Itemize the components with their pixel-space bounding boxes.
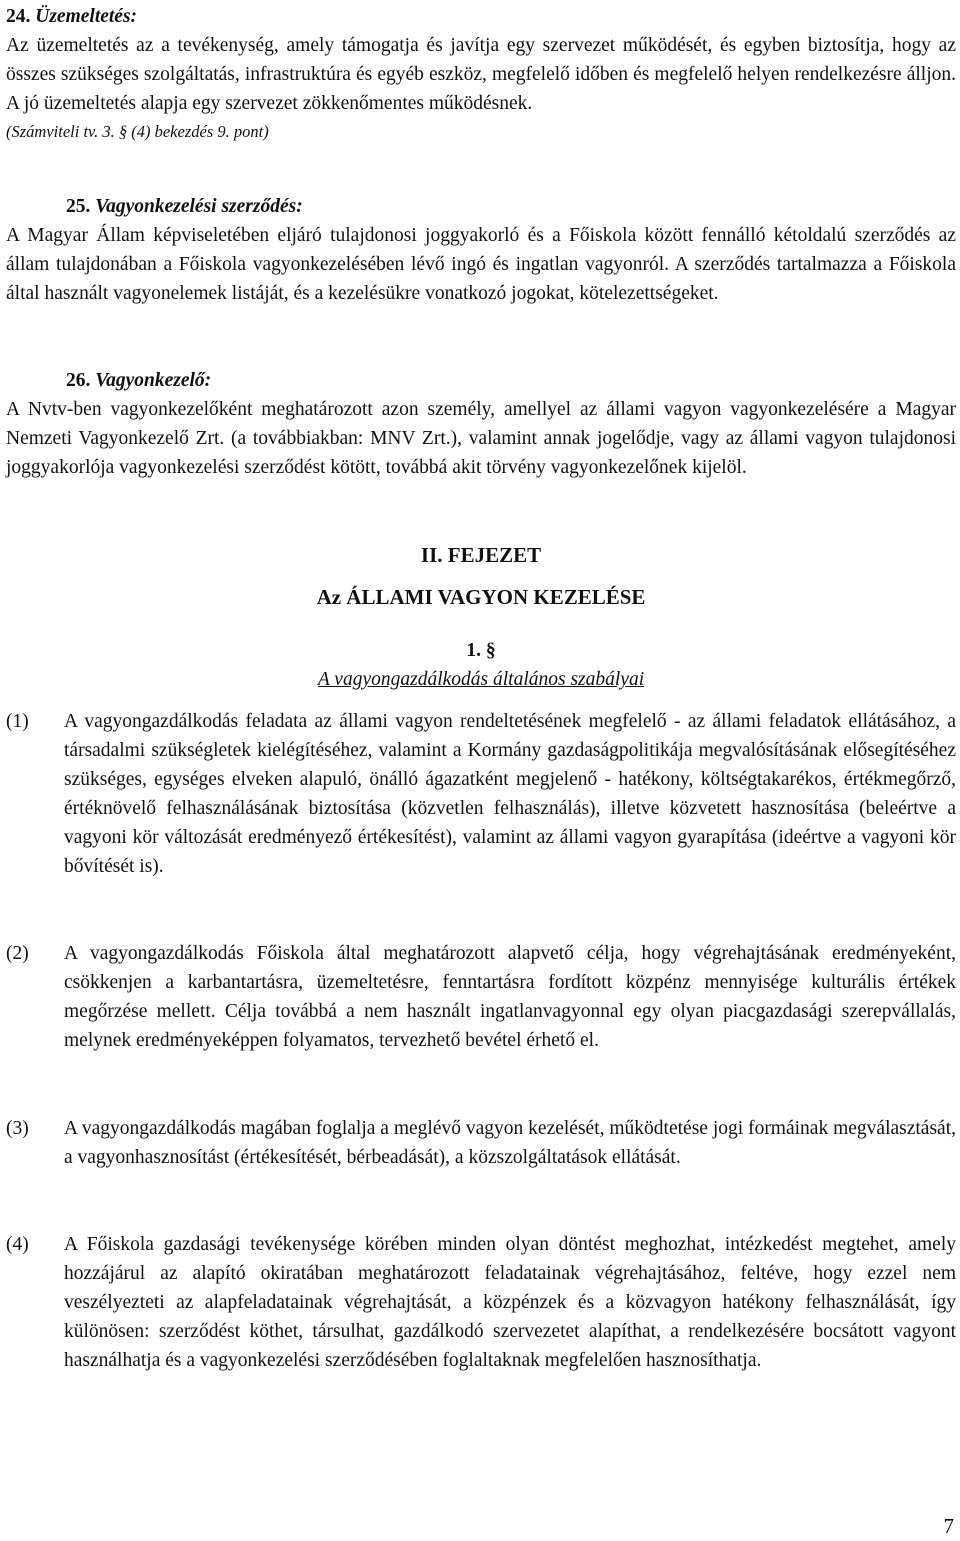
paragraph-text: A vagyongazdálkodás feladata az állami vagyon rendeltetésének megfelelő - az állami feladatok ellátásához, a társadalmi szükségletek kielégítéséhez, valamint a Kormány gazdaságpolitikája megvalósításának elősegítéséhez szükséges, egységes elveken alapuló, önálló ágazatként megjelenő - hatékony, költségtakarékos, értékmegőrző, értéknövelő felhasználásának biztosítása (közvetlen felhasználás), illetve közvetett hasznosítása (beleértve a vagyoni kör változását eredményező értékesítést), valamint az állami vagyon gyarapítása (ideértve a vagyoni kör bővítését is). xyxy=(64,711,956,877)
paragraph xyxy=(6,707,956,881)
definition-source: (Számviteli tv. 3. § (4) bekezdés 9. pont) xyxy=(6,122,269,141)
section-heading xyxy=(6,636,956,694)
paragraph-number: (1) xyxy=(6,711,29,732)
section-number: 1. § xyxy=(466,640,496,661)
page-number: 7 xyxy=(943,1514,954,1538)
definition-body: A Magyar Állam képviseletében eljáró tulajdonosi joggyakorló és a Főiskola között fennálló kétoldalú szerződés az állam tulajdonában a Főiskola vagyonkezelésében lévő ingó és ingatlan vagyonról. A szerződés tartalmazza a Főiskola által használt vagyonelemek listáját, és a kezelésükre vonatkozó jogokat, kötelezettségeket. xyxy=(6,225,956,304)
definition-number: 24. xyxy=(6,6,31,27)
definition-title: Üzemeltetés: xyxy=(35,6,138,27)
chapter-heading xyxy=(6,540,956,612)
definition-heading xyxy=(6,366,956,395)
definition-24 xyxy=(6,2,956,145)
definition-title: Vagyonkezelési szerződés: xyxy=(95,196,303,217)
definition-body: Az üzemeltetés az a tevékenység, amely támogatja és javítja egy szervezet működését, és egyben biztosítja, hogy az összes szükséges szolgáltatás, infrastruktúra és egyéb eszköz, megfelelő időben és megfelelő helyen rendelkezésre álljon. A jó üzemeltetés alapja egy szervezet zökkenőmentes működésnek. xyxy=(6,35,956,114)
paragraph-text: A vagyongazdálkodás magában foglalja a meglévő vagyon kezelését, működtetése jogi formáinak megválasztását, a vagyonhasznosítást (értékesítését, bérbeadását), a közszolgáltatások ellátását. xyxy=(64,1118,956,1168)
definition-26 xyxy=(6,366,956,482)
paragraph-3 xyxy=(6,1114,956,1172)
paragraph-number: (4) xyxy=(6,1234,29,1255)
paragraph-4 xyxy=(6,1230,956,1375)
definition-number: 25. xyxy=(66,196,91,217)
definition-number: 26. xyxy=(66,370,91,391)
definition-heading xyxy=(6,192,956,221)
definition-body: A Nvtv-ben vagyonkezelőként meghatározott azon személy, amellyel az állami vagyon vagyonkezelésére a Magyar Nemzeti Vagyonkezelő Zrt. (a továbbiakban: MNV Zrt.), valamint annak jogelődje, vagy az állami vagyon tulajdonosi joggyakorlója vagyonkezelési szerződést kötött, továbbá akit törvény vagyonkezelőnek kijelöl. xyxy=(6,399,956,478)
definition-title: Vagyonkezelő: xyxy=(95,370,212,391)
chapter-title: Az ÁLLAMI VAGYON KEZELÉSE xyxy=(316,585,646,609)
paragraph xyxy=(6,1114,956,1172)
paragraph-number: (3) xyxy=(6,1118,29,1139)
chapter-number: II. FEJEZET xyxy=(420,543,542,567)
section-title: A vagyongazdálkodás általános szabályai xyxy=(317,669,645,690)
definition-25 xyxy=(6,192,956,308)
paragraph-number: (2) xyxy=(6,943,29,964)
definition-heading xyxy=(6,2,956,31)
paragraph xyxy=(6,1230,956,1375)
paragraph-text: A vagyongazdálkodás Főiskola által meghatározott alapvető célja, hogy végrehajtásának eredményeként, csökkenjen a karbantartásra, üzemeltetésre, fenntartásra fordított közpénz mennyisége kulturális értékek megőrzése mellett. Célja továbbá a nem használt ingatlanvagyonnal egy olyan piacgazdasági szerepvállalás, melynek eredményeképpen folyamatos, tervezhető bevétel érhető el. xyxy=(64,943,956,1051)
paragraph xyxy=(6,939,956,1055)
paragraph-2 xyxy=(6,939,956,1055)
paragraph-text: A Főiskola gazdasági tevékenysége körében minden olyan döntést meghozhat, intézkedést megtehet, amely hozzájárul az alapító okiratában meghatározott feladatainak végrehajtásához, feltéve, hogy ezzel nem veszélyezteti az alapfeladatainak végrehajtását, a közpénzek és a közvagyon hatékony felhasználását, így különösen: szerződést köthet, társulhat, gazdálkodó szervezetet alapíthat, a rendelkezésére bocsátott vagyont használhatja és a vagyonkezelési szerződésében foglaltaknak megfelelően hasznosíthatja. xyxy=(64,1234,956,1371)
paragraph-1 xyxy=(6,707,956,881)
